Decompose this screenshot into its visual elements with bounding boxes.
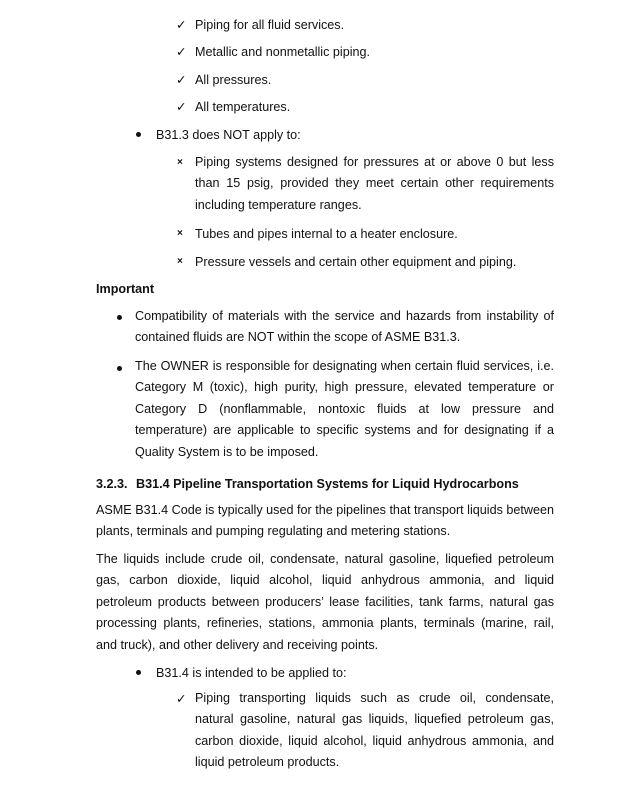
check-icon: ✓ <box>176 692 187 706</box>
not-apply-label: B31.3 does NOT apply to: <box>156 128 301 142</box>
important-item: Compatibility of materials with the service and hazards from instability of contained fluids are NOT within the scope of ASME B31.3. <box>135 309 554 345</box>
list-item: Piping systems designed for pressures at or above 0 but less than 15 psig, provided they meet certain other requirements including temperature ranges. <box>195 155 554 212</box>
section-title: B31.4 Pipeline Transportation Systems for Liquid Hydrocarbons <box>136 477 519 491</box>
list-item: Metallic and nonmetallic piping. <box>195 45 371 59</box>
bullet-icon <box>136 132 141 137</box>
important-heading: Important <box>96 282 155 296</box>
paragraph: The liquids include crude oil, condensate, natural gasoline, liquefied petroleum gas, carbon dioxide, liquid alcohol, liquid anhydrous ammonia, and liquid petroleum products between producers’ lease facilities, tank farms, natural gas processing plants, refineries, stations, ammonia plants, terminals (marine, rail, and truck), and other delivery and receiving points. <box>96 552 554 652</box>
bullet-icon <box>136 670 141 675</box>
cross-icon: × <box>177 157 183 168</box>
cross-icon: × <box>177 228 183 239</box>
section-number: 3.2.3. <box>96 477 128 491</box>
check-icon: ✓ <box>176 100 187 114</box>
list-item: All temperatures. <box>195 100 291 114</box>
paragraph: ASME B31.4 Code is typically used for the pipelines that transport liquids between plants, terminals and pumping regulating and metering stations. <box>96 503 554 539</box>
check-icon: ✓ <box>176 45 187 59</box>
bullet-icon <box>117 366 122 371</box>
check-icon: ✓ <box>176 73 187 87</box>
list-item: Tubes and pipes internal to a heater enclosure. <box>195 227 458 241</box>
cross-icon: × <box>177 256 183 267</box>
check-icon: ✓ <box>176 18 187 32</box>
list-item: Piping transporting liquids such as crude oil, condensate, natural gasoline, natural gas liquids, liquefied petroleum gas, carbon dioxide, liquid alcohol, liquid anhydrous ammonia, and liquid petroleum products. <box>195 691 554 770</box>
list-item: All pressures. <box>195 73 272 87</box>
intended-label: B31.4 is intended to be applied to: <box>156 666 347 680</box>
list-item: Pressure vessels and certain other equipment and piping. <box>195 255 517 269</box>
list-item: Piping for all fluid services. <box>195 18 345 32</box>
important-item: The OWNER is responsible for designating when certain fluid services, i.e. Category M (toxic), high purity, high pressure, elevated temperature or Category D (nonflammable, nontoxic fluids at low pressure and temperature) are applicable to specific systems and for designating if a Quality System is to be imposed. <box>135 359 554 459</box>
bullet-icon <box>117 315 122 320</box>
